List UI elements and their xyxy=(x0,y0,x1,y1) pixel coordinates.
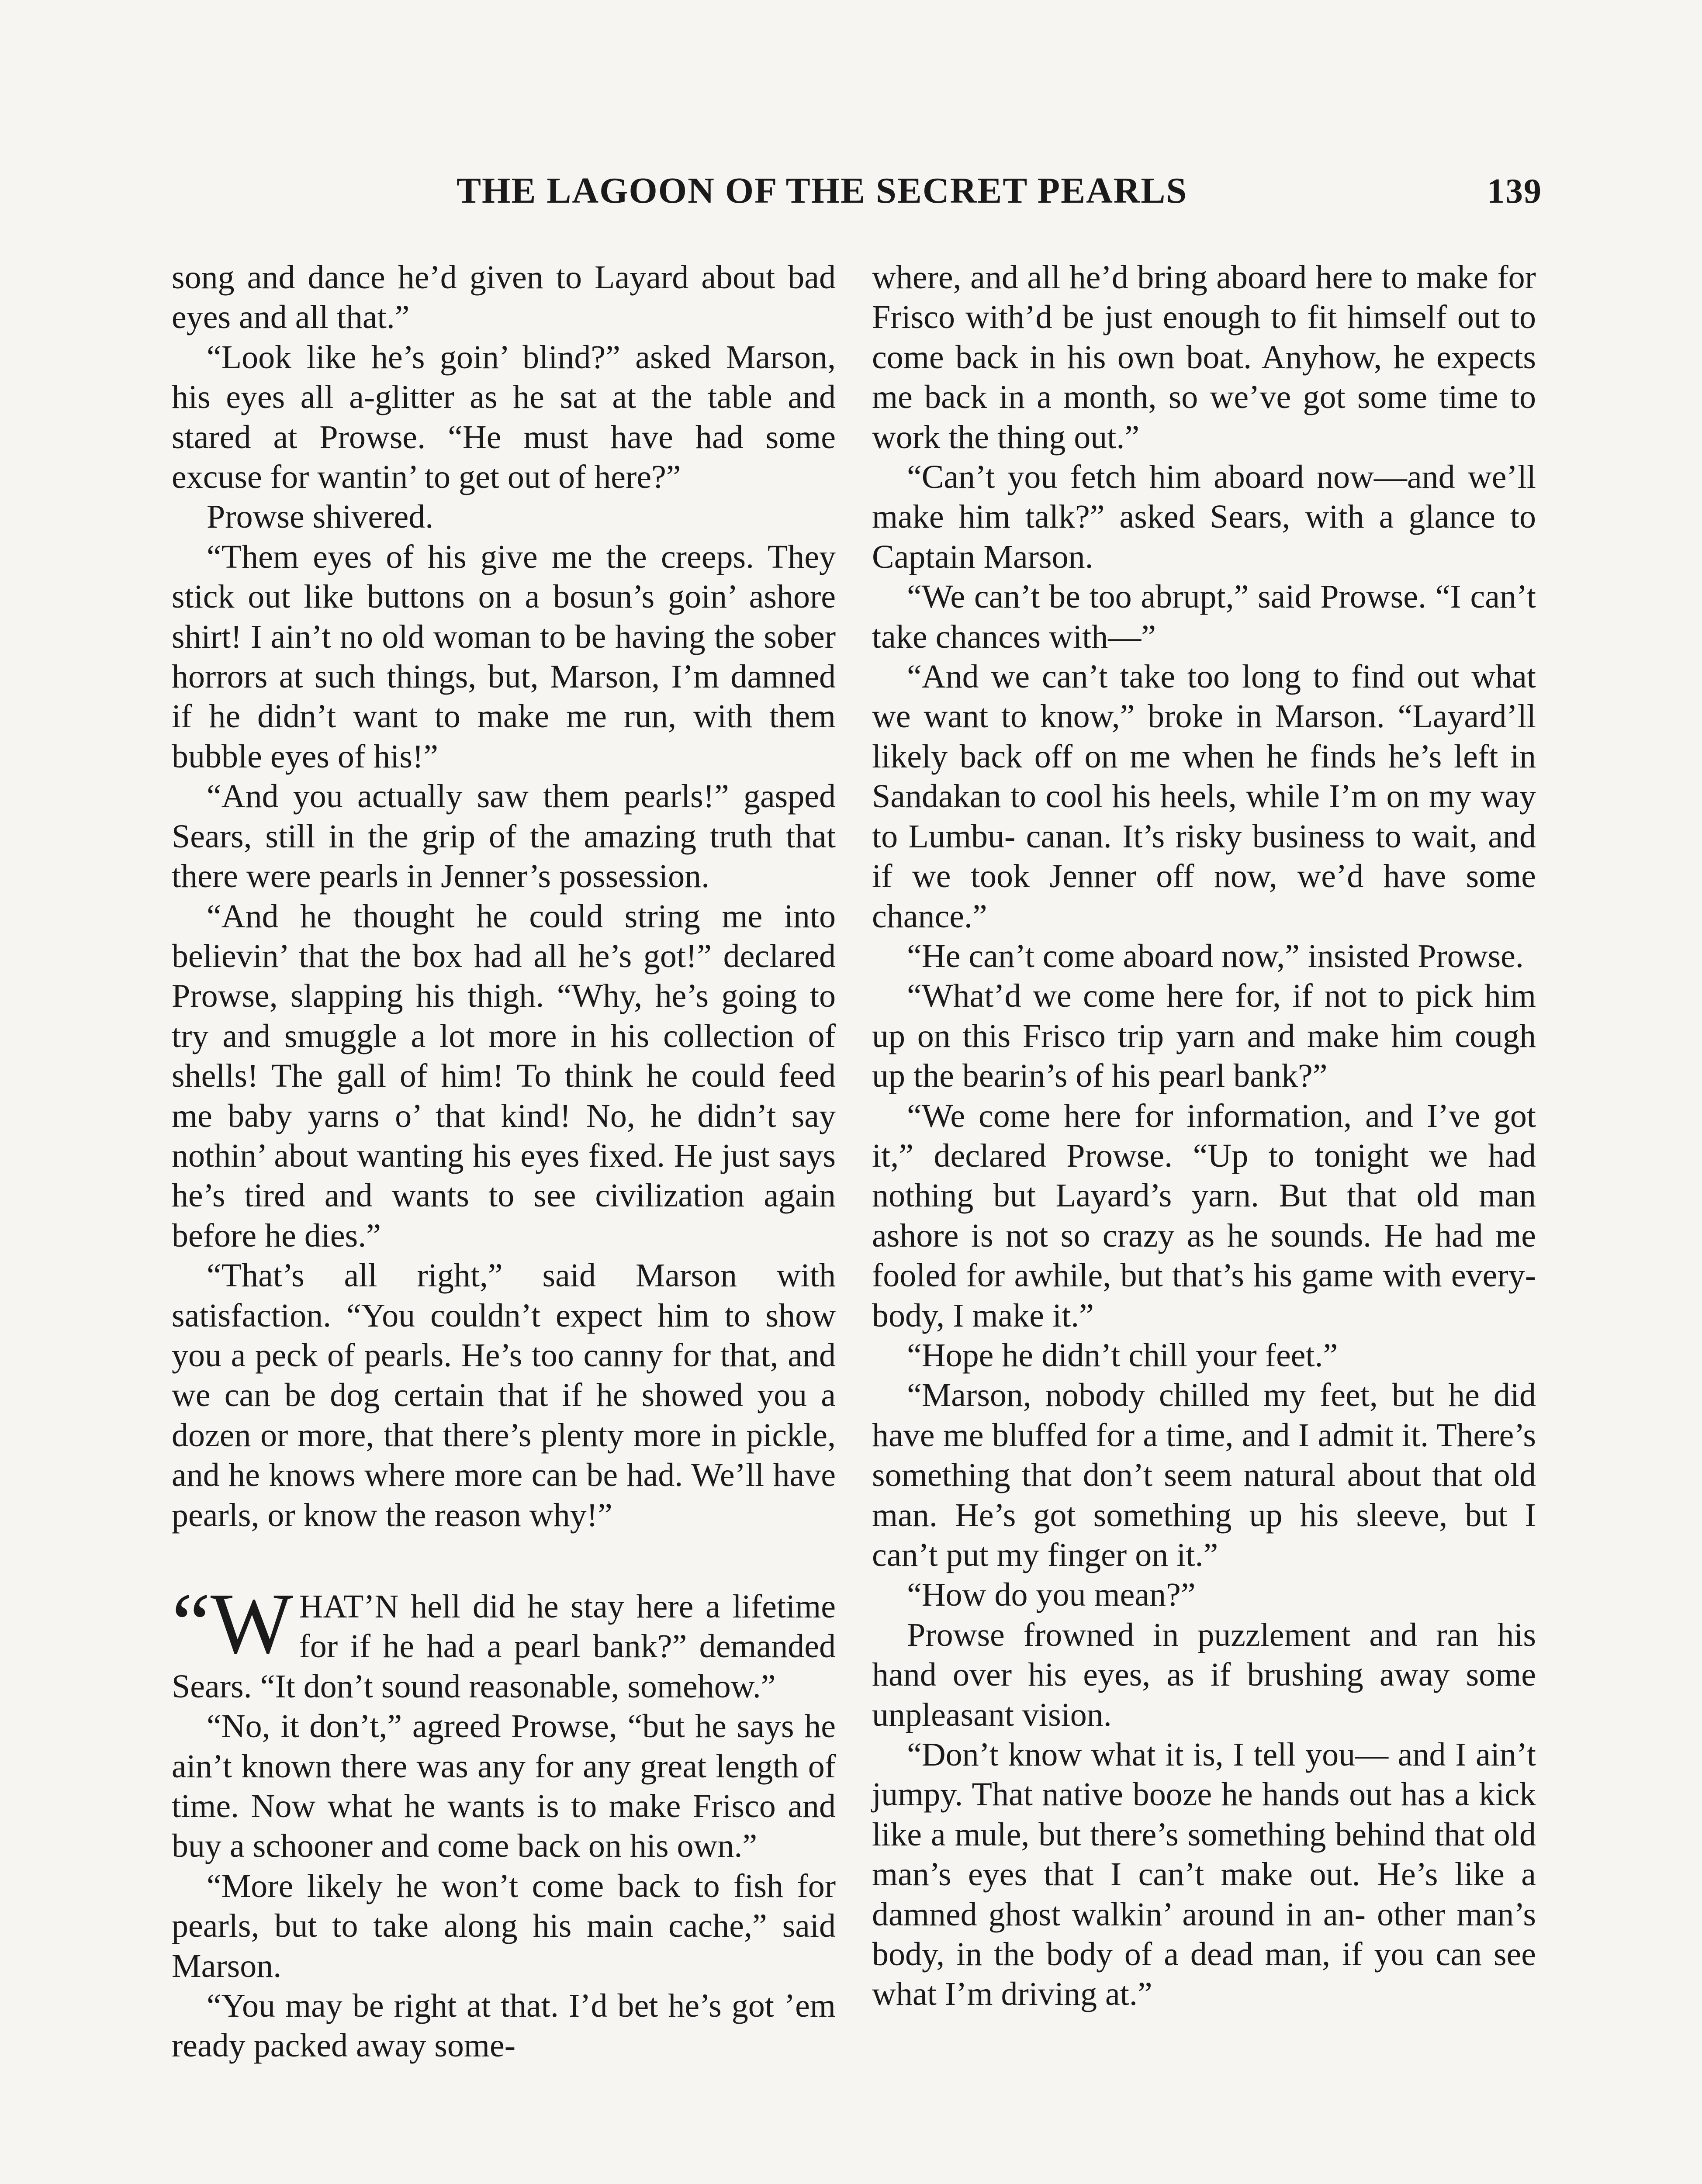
paragraph: “He can’t come aboard now,” insisted Prowse. xyxy=(907,937,1524,975)
paragraph: where, and all he’d bring aboard here to make for Frisco with’d be just enough to fit himself out to come back in his own boat. Anyhow, he expects me back in a month, so we’ve got some time to work the thing out.” xyxy=(872,259,1536,456)
left-column xyxy=(172,258,836,2066)
paragraph: “And we can’t take too long to find out what we want to know,” broke in Marson. “Layard’ll likely back off on me when he finds he’s left in Sandakan to cool his heels, while I’m on my way to Lumbu- canan. It’s risky business to wait, and if we took Jenner off now, we’d have some chance.” xyxy=(872,658,1536,935)
paragraph: “Them eyes of his give me the creeps. They stick out like buttons on a bosun’s goin’ ashore shirt! I ain’t no old woman to be having the sober horrors at such things, but, Marson, I’m damned if he didn’t want to make me run, with them bubble eyes of his!” xyxy=(172,538,836,775)
paragraph: Prowse frowned in puzzlement and ran his hand over his eyes, as if brushing away some unpleasant vision. xyxy=(872,1616,1536,1733)
paragraph: “How do you mean?” xyxy=(907,1576,1196,1614)
paragraph: song and dance he’d given to Layard about bad eyes and all that.” xyxy=(172,259,836,336)
right-column xyxy=(872,258,1536,2015)
paragraph: “Look like he’s goin’ blind?” asked Marson, his eyes all a-glitter as he sat at the table and stared at Prowse. “He must have had some excuse for wantin’ to get out of here?” xyxy=(172,339,836,496)
paragraph: “Don’t know what it is, I tell you— and I ain’t jumpy. That native booze he hands out has a kick like a mule, but there’s something behind that old man’s eyes that I can’t make out. He’s like a damned ghost walkin’ around in an- other man’s body, in the body of a dead man, if you can see what I’m driving at.” xyxy=(872,1736,1536,2013)
paragraph: Prowse shivered. xyxy=(207,498,434,536)
paragraph: “Hope he didn’t chill your feet.” xyxy=(907,1337,1338,1374)
paragraph: “More likely he won’t come back to fish for pearls, but to take along his main cache,” said Marson. xyxy=(172,1867,836,1984)
page-title: THE LAGOON OF THE SECRET PEARLS xyxy=(457,170,1188,211)
drop-cap xyxy=(172,1576,293,1672)
drop-cap-letter: W xyxy=(210,1576,293,1672)
paragraph: “And you actually saw them pearls!” gasped Sears, still in the grip of the amazing truth that there were pearls in Jenner’s possession. xyxy=(172,778,836,895)
paragraph: “That’s all right,” said Marson with satisfaction. “You couldn’t expect him to show you a peck of pearls. He’s too canny for that, and we can be dog certain that if he showed you a dozen or more, that there’s plenty more in pickle, and he knows where more can be had. We’ll have pearls, or know the reason why!” xyxy=(172,1257,836,1534)
paragraph: “We can’t be too abrupt,” said Prowse. “I can’t take chances with—” xyxy=(872,578,1536,655)
paragraph: “Can’t you fetch him aboard now—and we’ll make him talk?” asked Sears, with a glance to Captain Marson. xyxy=(872,459,1536,575)
paragraph: “What’d we come here for, if not to pick him up on this Frisco trip yarn and make him cough up the bearin’s of his pearl bank?” xyxy=(872,978,1536,1095)
drop-cap-paragraph xyxy=(172,1576,836,1707)
paragraph: “We come here for information, and I’ve got it,” declared Prowse. “Up to tonight we had nothing but Layard’s yarn. But that old man ashore is not so crazy as he sounds. He had me fooled for awhile, but that’s his game with every- body, I make it.” xyxy=(872,1097,1536,1334)
paragraph-text: HAT’N hell did he stay here a lifetime for if he had a pearl bank?” demanded Sears. “It don’t sound reasonable, somehow.” xyxy=(172,1588,836,1705)
running-header xyxy=(457,169,1542,222)
page-number: 139 xyxy=(1487,172,1542,211)
paragraph: “No, it don’t,” agreed Prowse, “but he says he ain’t known there was any for any great length of time. Now what he wants is to make Frisco and buy a schooner and come back on his own.” xyxy=(172,1708,836,1865)
drop-cap-quote: “ xyxy=(172,1576,211,1672)
paragraph: “Marson, nobody chilled my feet, but he did have me bluffed for a time, and I admit it. There’s something that don’t seem natural about that old man. He’s got something up his sleeve, but I can’t put my finger on it.” xyxy=(872,1377,1536,1573)
paragraph: “And he thought he could string me into believin’ that the box had all he’s got!” declared Prowse, slapping his thigh. “Why, he’s going to try and smuggle a lot more in his collection of shells! The gall of him! To think he could feed me baby yarns o’ that kind! No, he didn’t say nothin’ about wanting his eyes fixed. He just says he’s tired and wants to see civilization again before he dies.” xyxy=(172,898,836,1254)
paragraph: “You may be right at that. I’d bet he’s got ’em ready packed away some- xyxy=(172,1987,836,2064)
